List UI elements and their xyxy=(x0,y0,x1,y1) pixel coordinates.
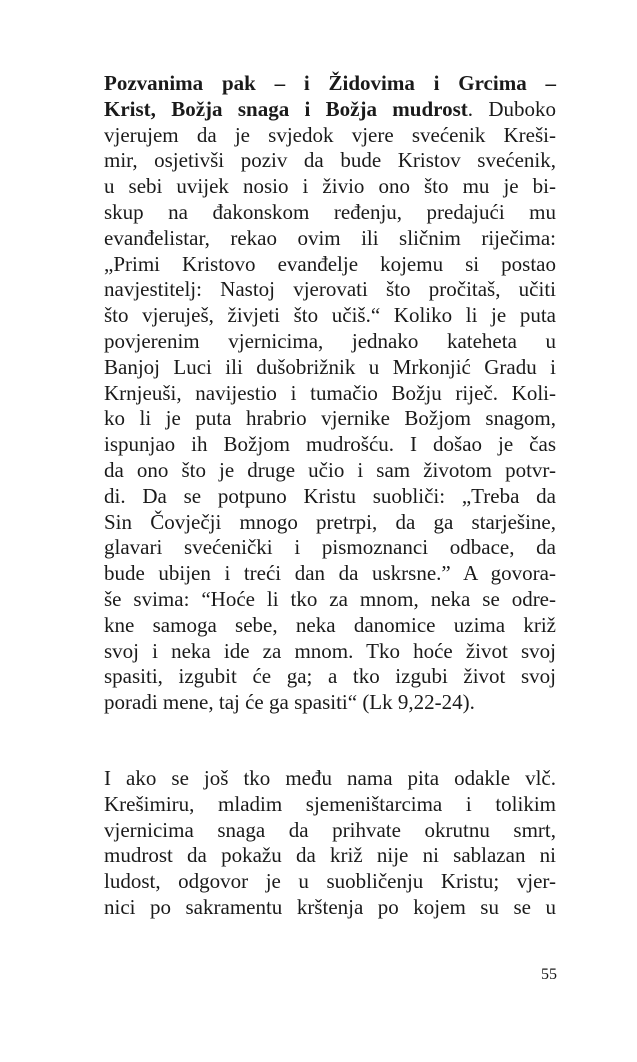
text-line: u sebi uvijek nosio i živio ono što mu je bi- xyxy=(104,174,556,199)
text-line: spasiti, izgubit će ga; a tko izgubi život svoj xyxy=(104,664,556,689)
paragraph-1 xyxy=(104,71,556,716)
text-line xyxy=(104,71,556,97)
text-line: mir, osjetivši poziv da bude Kristov svećenik, xyxy=(104,148,556,173)
text-line: poradi mene, taj će ga spasiti“ (Lk 9,22-24). xyxy=(104,690,475,715)
text-line: Krešimiru, mladim sjemeništarcima i tolikim xyxy=(104,791,556,816)
text-line: kne samoga sebe, neka danomice uzima križ xyxy=(104,612,556,637)
text-line: Krnjeuši, navijestio i tumačio Božju riječ. Koli- xyxy=(104,380,556,405)
text-line xyxy=(104,97,556,123)
text-line: mudrost da pokažu da križ nije ni sablazan ni xyxy=(104,843,556,868)
text-line: Banjoj Luci ili dušobrižnik u Mrkonjić Gradu i xyxy=(104,354,556,379)
bold-phrase: Pozvanima pak – i Židovima i Grcima – xyxy=(104,71,556,95)
text-line: vjernicima snaga da prihvate okrutnu smrt, xyxy=(104,817,556,842)
text-line: vjerujem da je svjedok vjere svećenik Kreši- xyxy=(104,122,556,147)
text-line: da ono što je druge učio i sam životom potvr- xyxy=(104,457,556,482)
text-line: glavari svećenički i pismoznanci odbace, da xyxy=(104,535,556,560)
text-line: „Primi Kristovo evanđelje kojemu si postao xyxy=(104,251,556,276)
page-number: 55 xyxy=(541,966,557,983)
text-line: nici po sakramentu krštenja po kojem su se u xyxy=(104,894,556,919)
text-line: ispunjao ih Božjom mudrošću. I došao je čas xyxy=(104,432,556,457)
text-line: di. Da se potpuno Kristu suobliči: „Treba da xyxy=(104,483,556,508)
text-line: I ako se još tko među nama pita odakle vlč. xyxy=(104,766,556,790)
line-text: . Duboko xyxy=(467,96,556,121)
bold-phrase: Krist, Božja snaga i Božja mudrost xyxy=(104,96,468,121)
text-line: skup na đakonskom ređenju, predajući mu xyxy=(104,199,556,224)
text-line: što vjeruješ, živjeti što učiš.“ Koliko li je puta xyxy=(104,303,556,328)
text-line: ko li je puta hrabrio vjernike Božjom snagom, xyxy=(104,406,556,431)
text-line: evanđelistar, rekao ovim ili sličnim riječima: xyxy=(104,225,556,250)
paragraph-2 xyxy=(104,766,556,921)
text-line: svoj i neka ide za mnom. Tko hoće život svoj xyxy=(104,638,556,663)
text-line: navjestitelj: Nastoj vjerovati što pročitaš, učiti xyxy=(104,277,556,302)
text-line: Sin Čovječji mnogo pretrpi, da ga starješine, xyxy=(104,509,556,534)
text-line: ludost, odgovor je u suobličenju Kristu; vjer- xyxy=(104,869,556,894)
text-line: povjerenim vjernicima, jednako kateheta u xyxy=(104,328,556,353)
text-line: bude ubijen i treći dan da uskrsne.” A govora- xyxy=(104,561,556,586)
text-line: še svima: “Hoće li tko za mnom, neka se odre- xyxy=(104,586,556,611)
